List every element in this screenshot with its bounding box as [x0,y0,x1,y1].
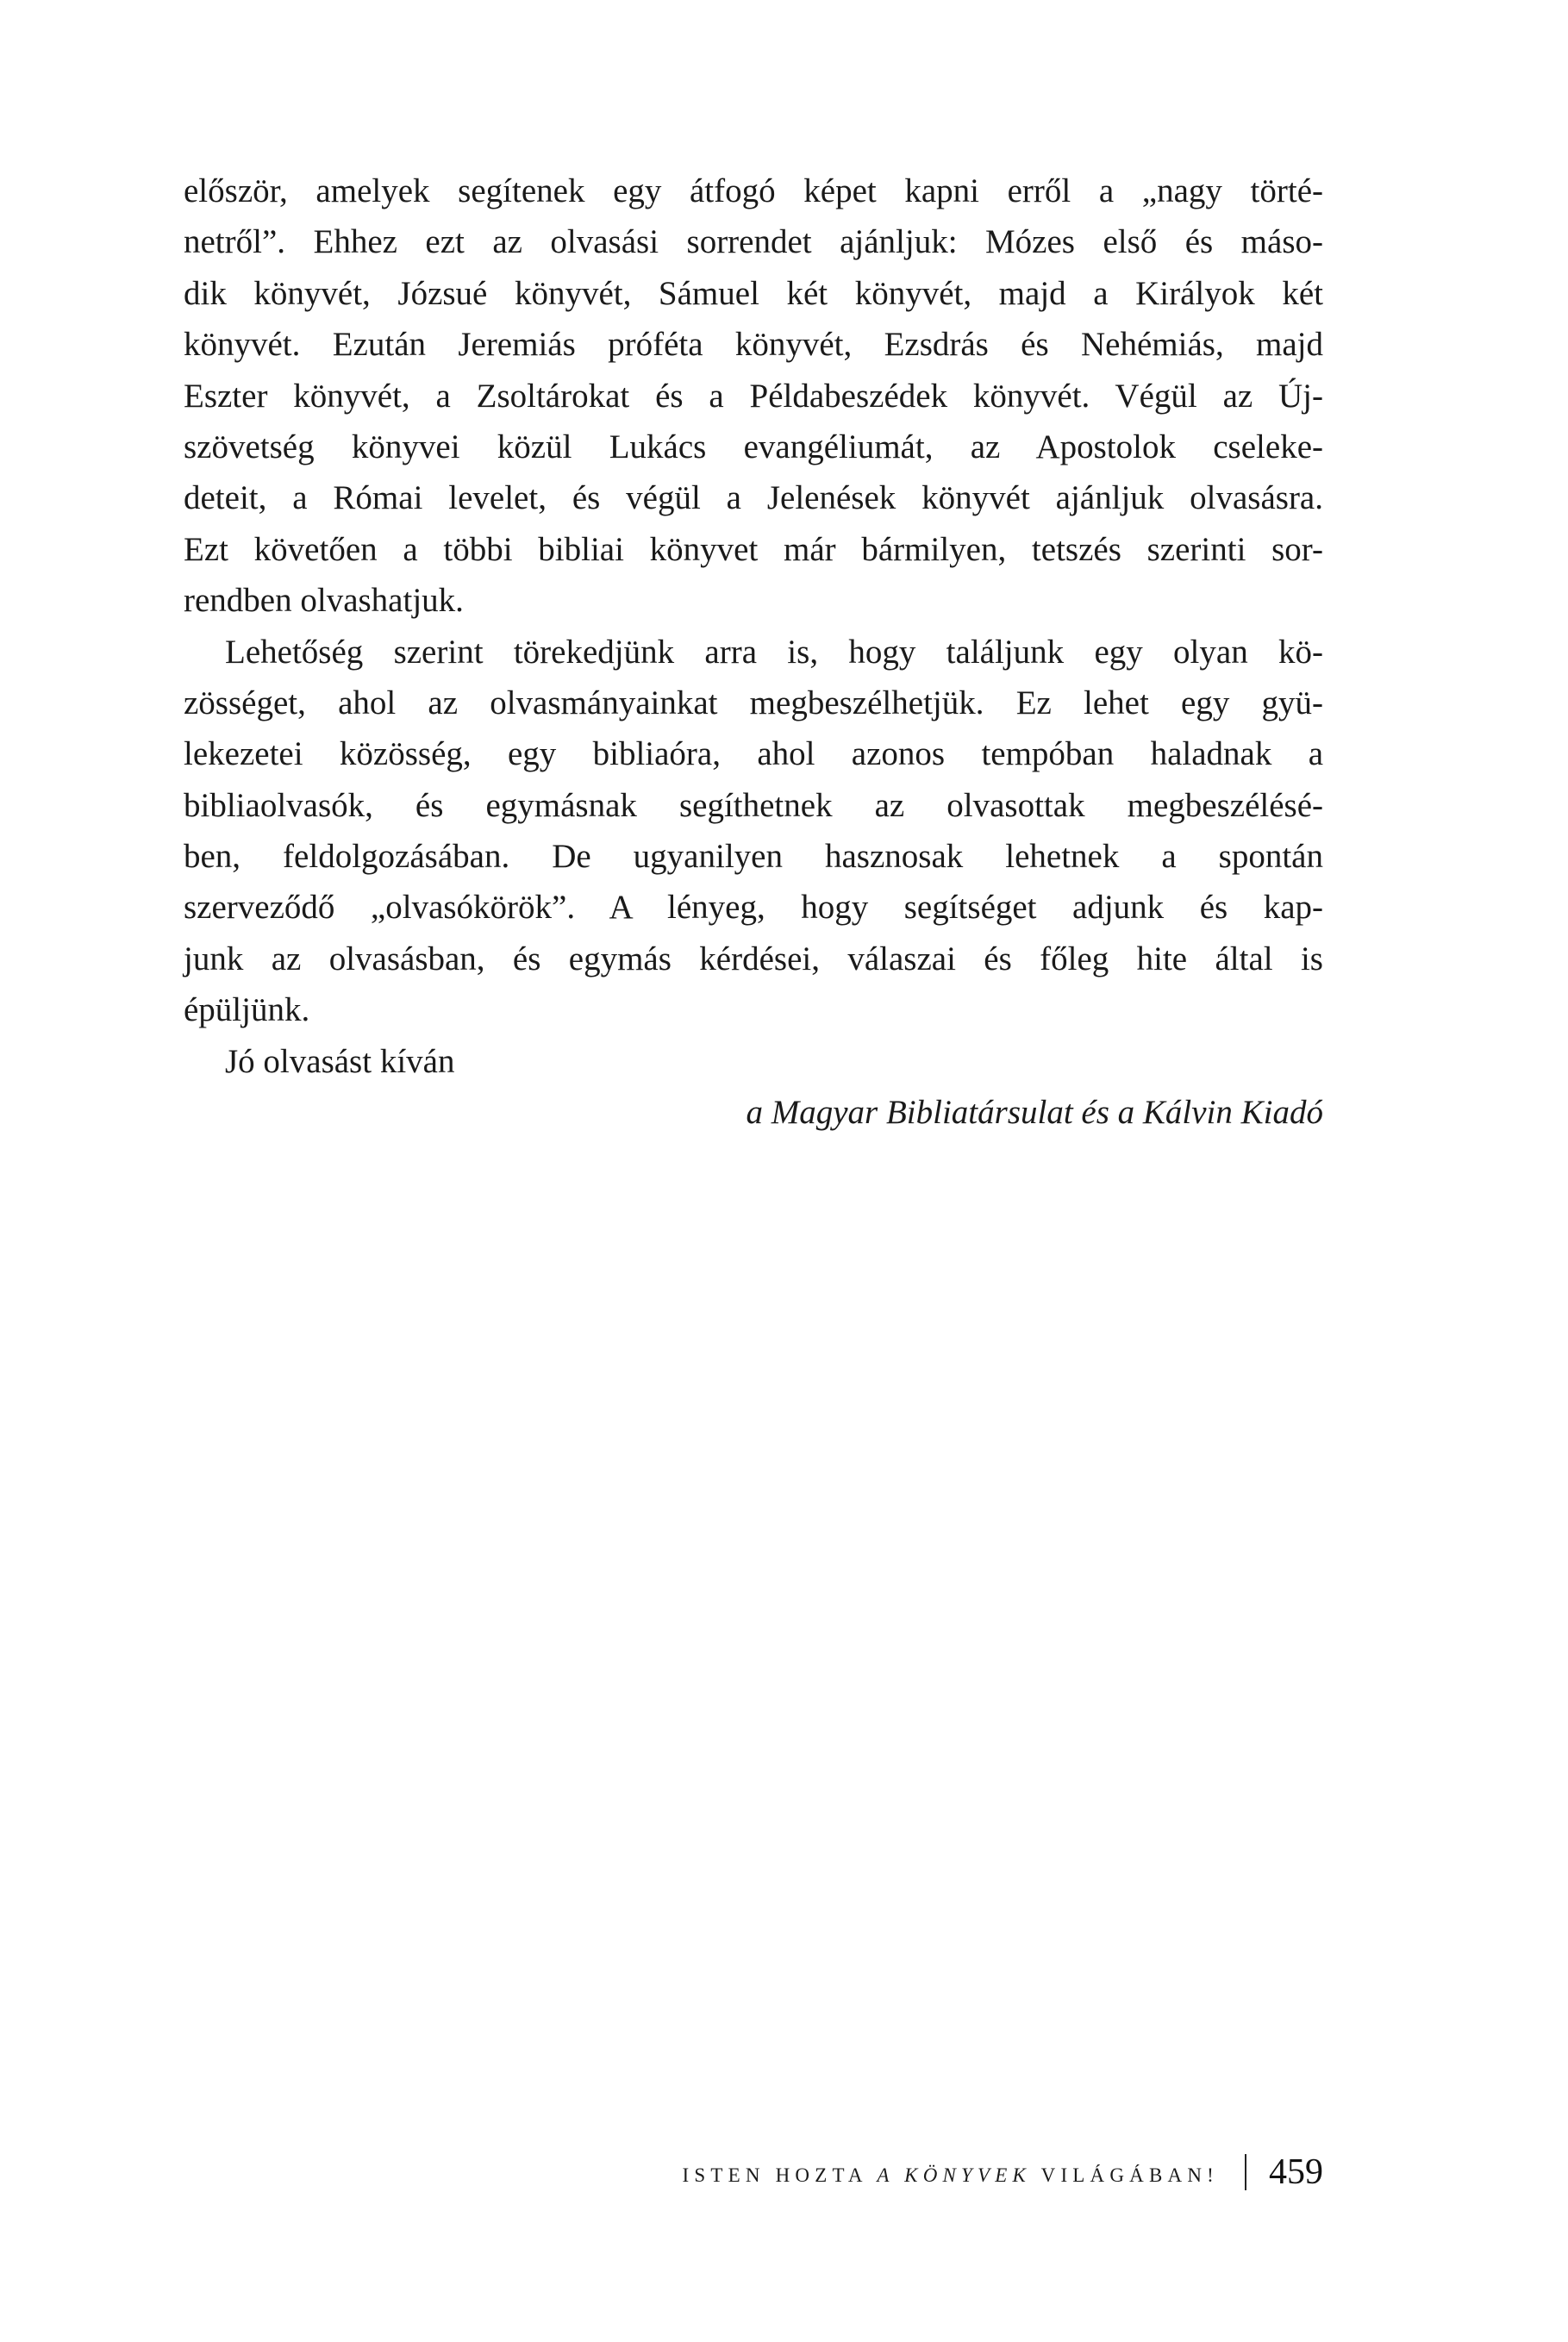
text-line: épüljünk. [184,991,310,1029]
text-line: bibliaolvasók, és egymásnak segíthetnek az olvasottak megbeszélésé- [184,786,1323,824]
footer-divider [1245,2154,1246,2190]
text-line: Lehetőség szerint törekedjünk arra is, hogy találjunk egy olyan kö- [225,633,1323,671]
text-line: zösséget, ahol az olvasmányainkat megbeszélhetjük. Ez lehet egy gyü- [184,684,1323,721]
text-line: deteit, a Római levelet, és végül a Jelenések könyvét ajánljuk olvasásra. [184,479,1323,517]
text-line: lekezetei közösség, egy bibliaóra, ahol azonos tempóban haladnak a [184,735,1323,773]
text-line: ben, feldolgozásában. De ugyanilyen hasznosak lehetnek a spontán [184,838,1323,876]
text-line: először, amelyek segítenek egy átfogó képet kapni erről a „nagy törté- [184,172,1323,209]
paragraph-2 [184,627,1323,1036]
paragraph-1 [184,166,1323,627]
text-line: junk az olvasásban, és egymás kérdései, válaszai és főleg hite által is [184,940,1323,977]
text-line: netről”. Ehhez ezt az olvasási sorrendet ajánljuk: Mózes első és máso- [184,223,1323,261]
text-line: szerveződő „olvasókörök”. A lényeg, hogy segítséget adjunk és kap- [184,889,1323,927]
running-head-italic: A KÖNYVEK [877,2164,1032,2186]
page-footer [682,2152,1323,2193]
closing-paragraph [184,1036,1323,1087]
running-head-part1: ISTEN HOZTA [682,2164,878,2186]
text-line: rendben olvashatjuk. [184,582,464,620]
text-line: szövetség könyvei közül Lukács evangéliumát, az Apostolok cseleke- [184,428,1323,465]
running-head [682,2164,1219,2187]
closing-line: Jó olvasást kíván [225,1042,455,1080]
signature: a Magyar Bibliatársulat és a Kálvin Kiadó [746,1094,1323,1132]
running-head-part2: VILÁGÁBAN! [1031,2164,1219,2186]
body-text [184,166,1323,1138]
text-line: könyvét. Ezután Jeremiás próféta könyvét, Ezsdrás és Nehémiás, majd [184,326,1323,364]
page-number: 459 [1269,2152,1323,2192]
text-line: dik könyvét, Józsué könyvét, Sámuel két könyvét, majd a Királyok két [184,274,1323,312]
text-line: Ezt követően a többi bibliai könyvet már bármilyen, tetszés szerinti sor- [184,530,1323,568]
text-line: Eszter könyvét, a Zsoltárokat és a Példabeszédek könyvét. Végül az Új- [184,377,1323,415]
